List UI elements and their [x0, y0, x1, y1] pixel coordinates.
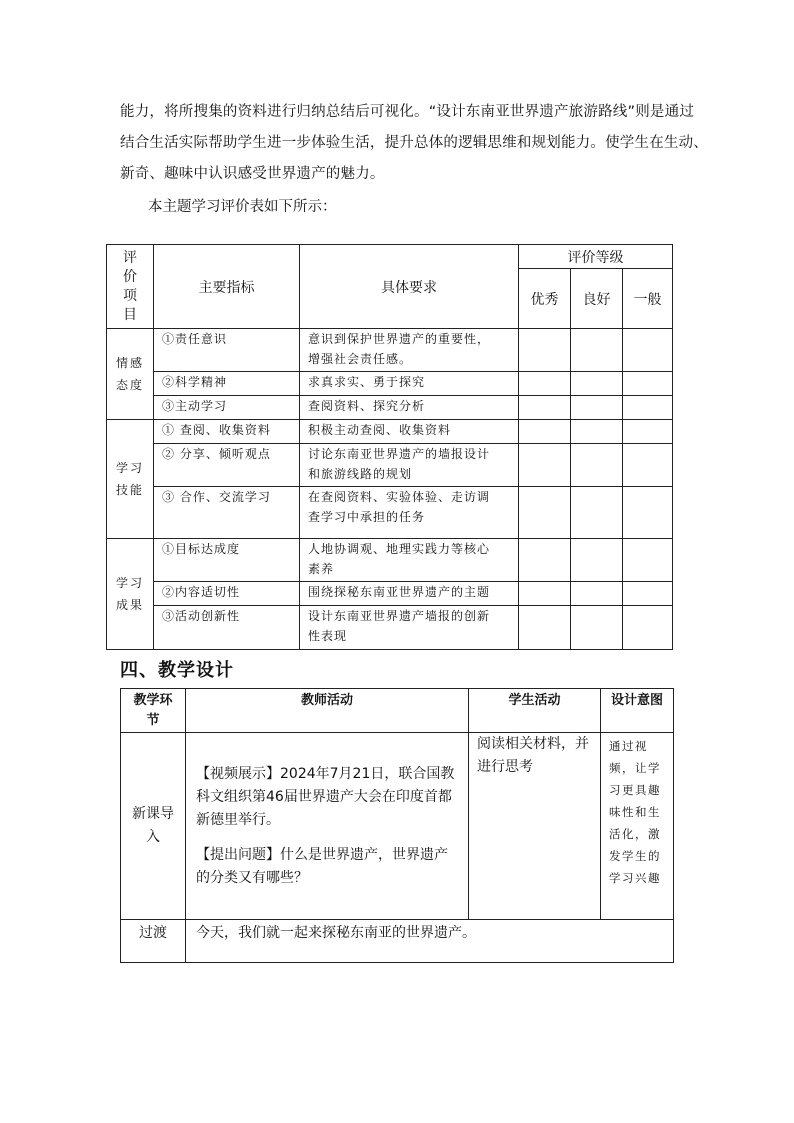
indicator-cell: ② 分享、倾听观点: [154, 444, 300, 487]
header-design-intent: 设计意图: [601, 689, 674, 733]
grade-cell[interactable]: [571, 444, 623, 487]
grade-cell[interactable]: [623, 539, 673, 582]
table-intro: 本主题学习评价表如下所示：: [148, 199, 337, 215]
teacher-paragraph: 【视频展示】2024年7月21日，联合国教科文组织第46届世界遗产大会在印度首都新德里举行。: [196, 766, 455, 828]
grade-cell[interactable]: [623, 582, 673, 606]
grade-cell[interactable]: [623, 444, 673, 487]
evaluation-table: [106, 244, 673, 650]
grade-cell[interactable]: [623, 396, 673, 420]
grade-cell[interactable]: [571, 396, 623, 420]
requirement-cell: 查阅资料、探究分析: [300, 396, 519, 420]
stage-cell: 过渡: [121, 920, 186, 963]
grade-cell[interactable]: [571, 329, 623, 372]
requirement-cell: 在查阅资料、实验体验、走访调 查学习中承担的任务: [300, 487, 519, 539]
design-intent-cell: 通过视频，让学习更具趣味性和生活化，激发学生的学习兴趣: [601, 733, 674, 920]
grade-cell[interactable]: [519, 606, 571, 650]
teaching-design-table: [120, 688, 674, 963]
teacher-activity-cell: [186, 733, 469, 920]
header-evaluation-item: 评 价 项 目: [107, 245, 154, 329]
grade-cell[interactable]: [571, 420, 623, 444]
grade-cell[interactable]: [623, 372, 673, 396]
grade-cell[interactable]: [519, 539, 571, 582]
section-title: 四、教学设计: [120, 660, 234, 681]
grade-cell[interactable]: [623, 329, 673, 372]
indicator-cell: ③主动学习: [154, 396, 300, 420]
grade-cell[interactable]: [519, 444, 571, 487]
category-cell: 情感 态度: [107, 329, 154, 420]
grade-cell[interactable]: [571, 487, 623, 539]
header-teacher-activity: 教师活动: [186, 689, 469, 733]
teacher-paragraph: 【提出问题】什么是世界遗产，世界遗产的分类又有哪些？: [196, 847, 448, 886]
grade-cell[interactable]: [519, 329, 571, 372]
requirement-cell: 人地协调观、地理实践力等核心 素养: [300, 539, 519, 582]
grade-cell[interactable]: [571, 606, 623, 650]
indicator-cell: ①目标达成度: [154, 539, 300, 582]
indicator-cell: ① 查阅、收集资料: [154, 420, 300, 444]
indicator-cell: ③活动创新性: [154, 606, 300, 650]
grade-cell[interactable]: [623, 487, 673, 539]
paragraph-line: 能力，将所搜集的资料进行归纳总结后可视化。“设计东南亚世界遗产旅游路线”则是通过: [120, 104, 695, 120]
requirement-cell: 设计东南亚世界遗产墙报的创新 性表现: [300, 606, 519, 650]
header-student-activity: 学生活动: [469, 689, 601, 733]
grade-cell[interactable]: [519, 582, 571, 606]
paragraph-line: 新奇、趣味中认识感受世界遗产的魅力。: [120, 166, 385, 182]
category-cell: 学习 技能: [107, 420, 154, 539]
grade-cell[interactable]: [519, 372, 571, 396]
header-specific-requirement: 具体要求: [300, 245, 519, 329]
grade-cell[interactable]: [623, 420, 673, 444]
header-evaluation-grade: 评价等级: [519, 245, 673, 269]
requirement-cell: 意识到保护世界遗产的重要性， 增强社会责任感。: [300, 329, 519, 372]
grade-cell[interactable]: [519, 487, 571, 539]
stage-cell: 新课导 入: [121, 733, 186, 920]
category-cell: 学习 成果: [107, 539, 154, 650]
requirement-cell: 讨论东南亚世界遗产的墙报设计 和旅游线路的规划: [300, 444, 519, 487]
requirement-cell: 围绕探秘东南亚世界遗产的主题: [300, 582, 519, 606]
grade-cell[interactable]: [571, 582, 623, 606]
grade-cell[interactable]: [571, 372, 623, 396]
header-grade-excellent: 优秀: [519, 269, 571, 329]
header-main-indicator: 主要指标: [154, 245, 300, 329]
transition-cell: 今天，我们就一起来探秘东南亚的世界遗产。: [186, 920, 674, 963]
header-teaching-stage: 教学环 节: [121, 689, 186, 733]
header-grade-good: 良好: [571, 269, 623, 329]
indicator-cell: ②内容适切性: [154, 582, 300, 606]
indicator-cell: ③ 合作、交流学习: [154, 487, 300, 539]
requirement-cell: 积极主动查阅、收集资料: [300, 420, 519, 444]
grade-cell[interactable]: [571, 539, 623, 582]
requirement-cell: 求真求实、勇于探究: [300, 372, 519, 396]
indicator-cell: ①责任意识: [154, 329, 300, 372]
grade-cell[interactable]: [519, 396, 571, 420]
header-grade-average: 一般: [623, 269, 673, 329]
paragraph-line: 结合生活实际帮助学生进一步体验生活，提升总体的逻辑思维和规划能力。使学生在生动、: [120, 135, 708, 151]
student-activity-cell: 阅读相关材料，并进行思考: [469, 733, 601, 920]
grade-cell[interactable]: [519, 420, 571, 444]
indicator-cell: ②科学精神: [154, 372, 300, 396]
grade-cell[interactable]: [623, 606, 673, 650]
body-paragraph: [120, 97, 708, 190]
